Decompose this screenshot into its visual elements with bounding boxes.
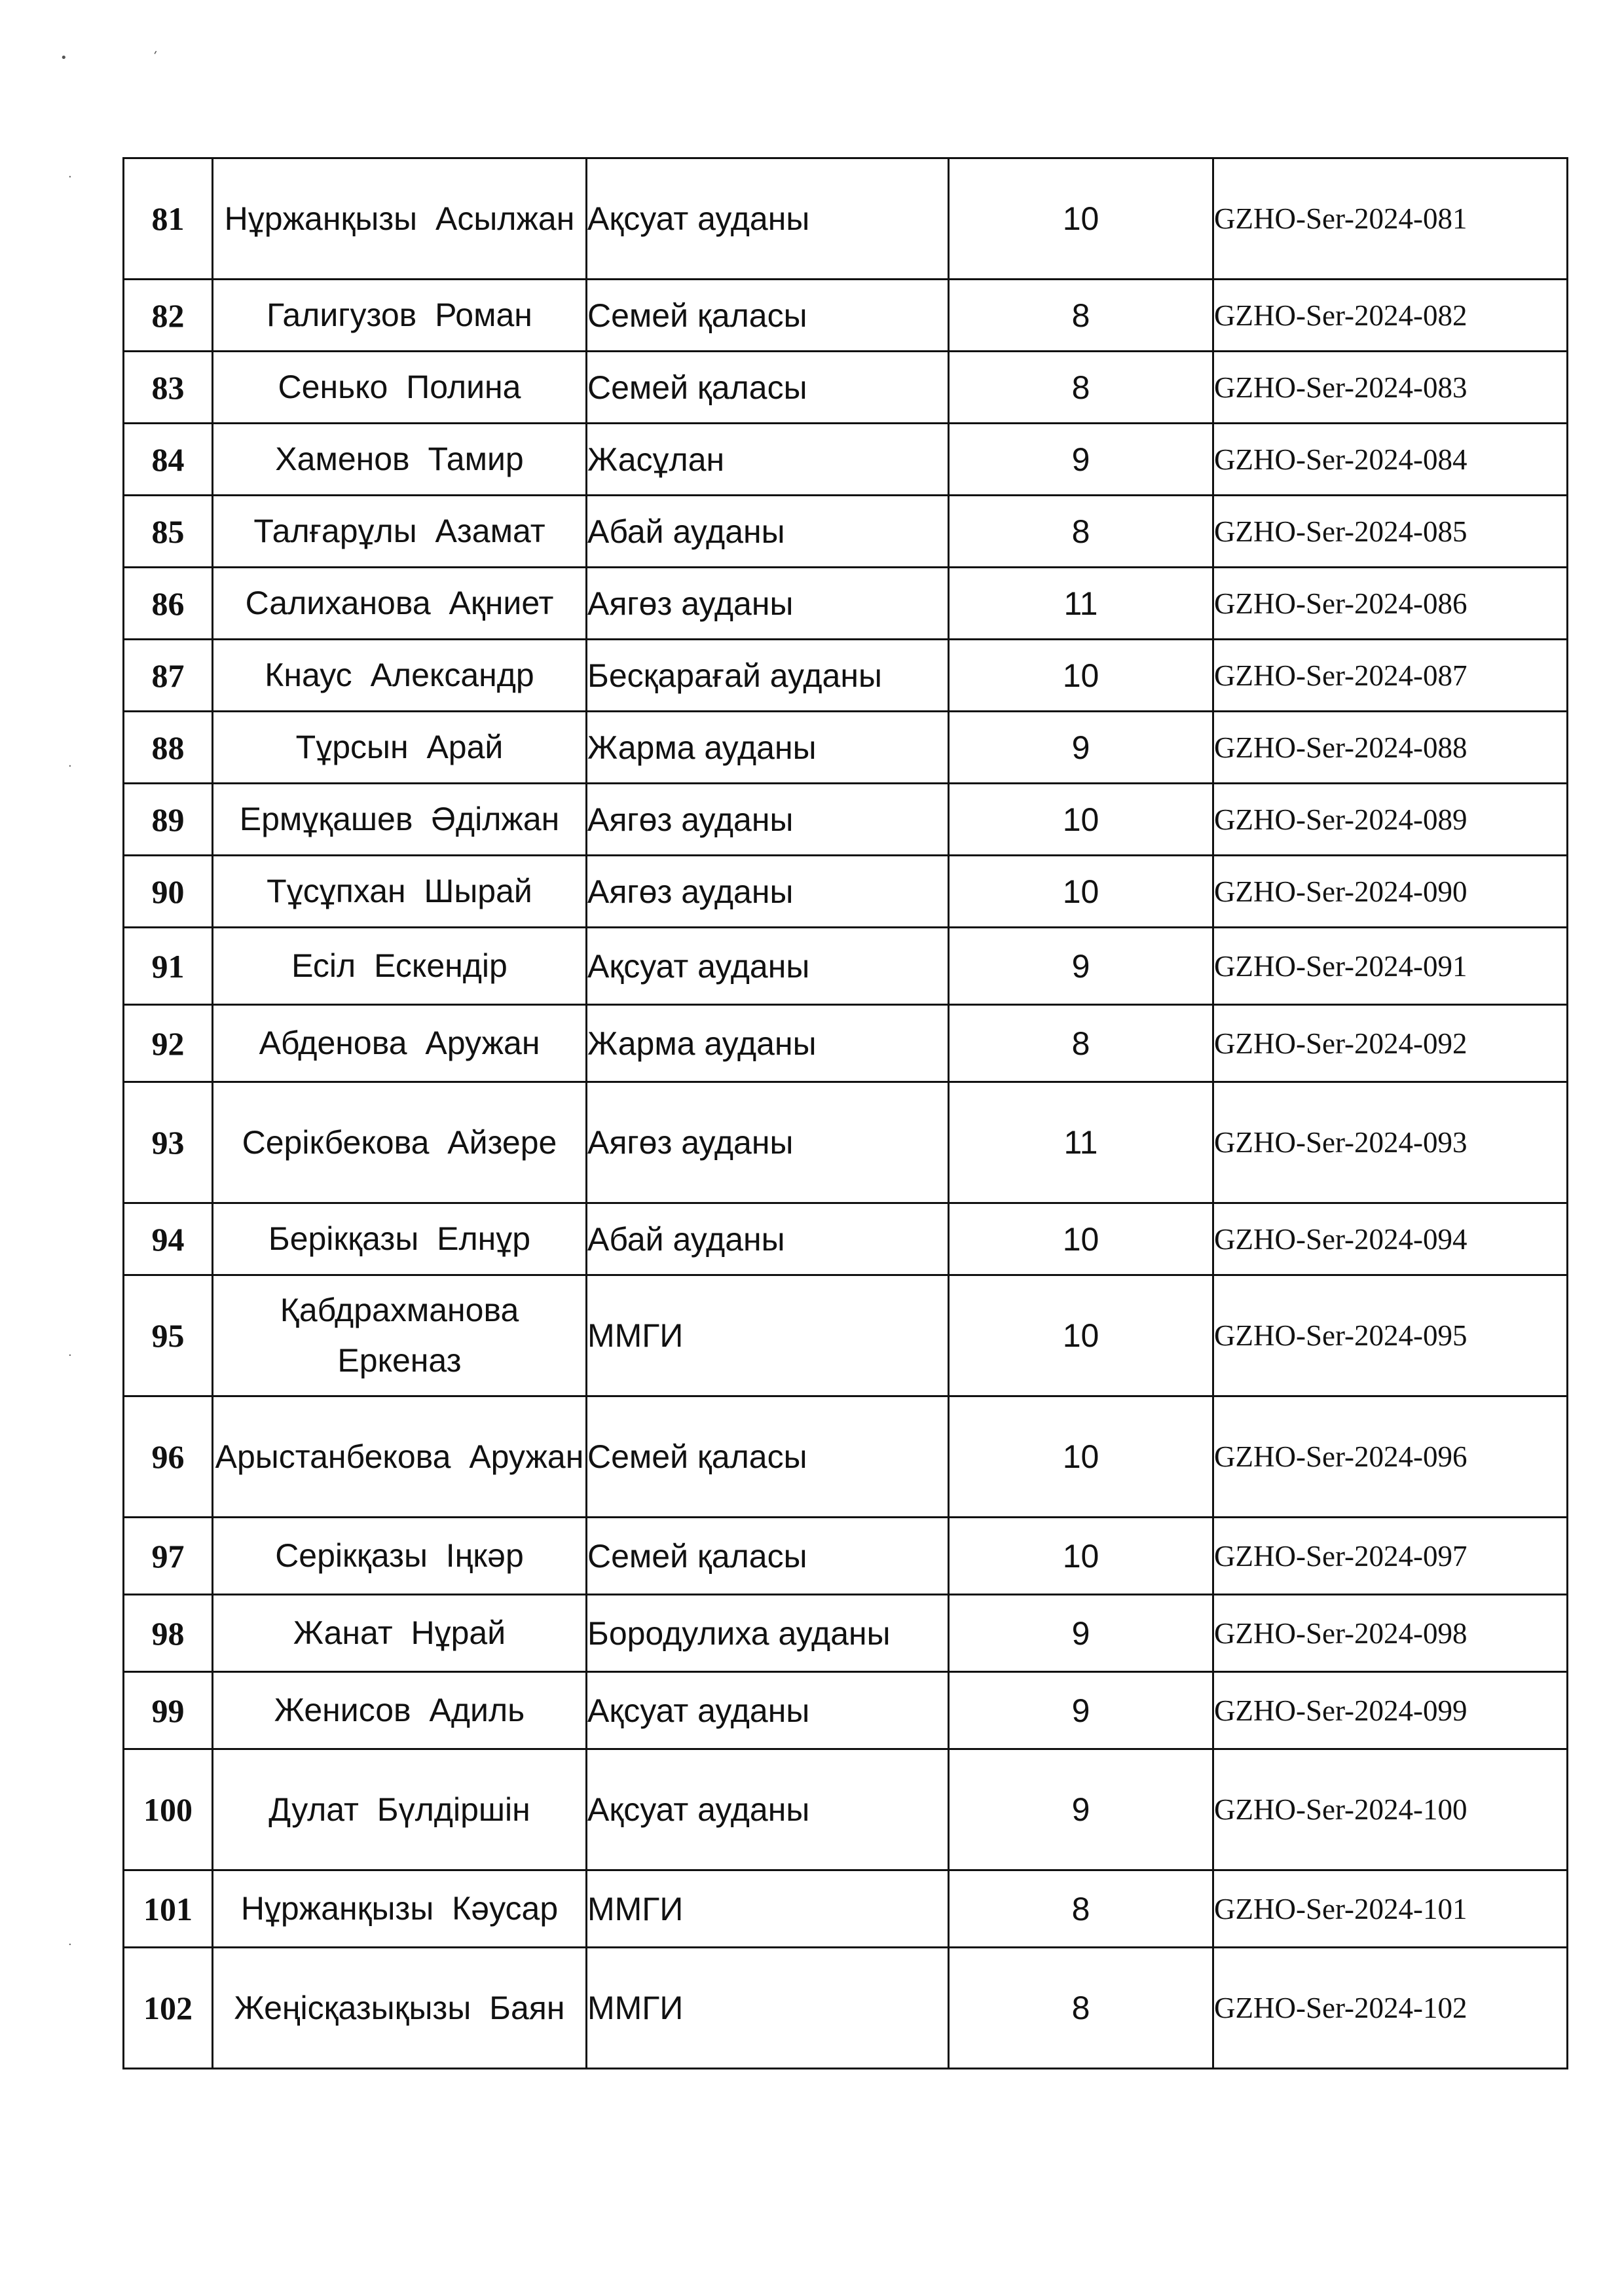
participant-name: Нұржанқызы Кәусар — [213, 1870, 587, 1948]
certificate-code: GZHO-Ser-2024-091 — [1213, 928, 1568, 1005]
participant-name: Кнаус Александр — [213, 640, 587, 712]
district: Ақсуат ауданы — [587, 928, 949, 1005]
table-row — [124, 280, 1568, 352]
row-number: 92 — [124, 1005, 213, 1082]
district: Семей қаласы — [587, 352, 949, 424]
grade: 9 — [949, 1749, 1213, 1870]
table-row — [124, 424, 1568, 496]
row-number: 102 — [124, 1948, 213, 2069]
grade: 9 — [949, 1595, 1213, 1672]
grade: 9 — [949, 424, 1213, 496]
grade: 10 — [949, 784, 1213, 856]
table-row — [124, 496, 1568, 568]
table-row — [124, 1005, 1568, 1082]
grade: 10 — [949, 856, 1213, 928]
participant-name: Берікқазы Елнұр — [213, 1203, 587, 1275]
table-row — [124, 1203, 1568, 1275]
grade: 10 — [949, 158, 1213, 280]
district: Абай ауданы — [587, 1203, 949, 1275]
certificate-code: GZHO-Ser-2024-102 — [1213, 1948, 1568, 2069]
table-row — [124, 784, 1568, 856]
district: Аягөз ауданы — [587, 784, 949, 856]
certificate-code: GZHO-Ser-2024-101 — [1213, 1870, 1568, 1948]
row-number: 94 — [124, 1203, 213, 1275]
certificate-code: GZHO-Ser-2024-099 — [1213, 1672, 1568, 1749]
scan-speck: · — [68, 170, 72, 184]
participant-name: Тұсұпхан Шырай — [213, 856, 587, 928]
participant-name: Сенько Полина — [213, 352, 587, 424]
certificate-code: GZHO-Ser-2024-086 — [1213, 568, 1568, 640]
certificate-code: GZHO-Ser-2024-090 — [1213, 856, 1568, 928]
district: Семей қаласы — [587, 280, 949, 352]
certificate-code: GZHO-Ser-2024-083 — [1213, 352, 1568, 424]
certificate-code: GZHO-Ser-2024-084 — [1213, 424, 1568, 496]
row-number: 88 — [124, 712, 213, 784]
participant-name: Есіл Ескендір — [213, 928, 587, 1005]
participant-name: Дулат Бүлдіршін — [213, 1749, 587, 1870]
district: Бесқарағай ауданы — [587, 640, 949, 712]
grade: 8 — [949, 1948, 1213, 2069]
row-number: 97 — [124, 1518, 213, 1595]
scan-speck: ' — [149, 48, 159, 62]
row-number: 84 — [124, 424, 213, 496]
table-row — [124, 568, 1568, 640]
certificate-code: GZHO-Ser-2024-093 — [1213, 1082, 1568, 1203]
row-number: 96 — [124, 1396, 213, 1518]
certificate-code: GZHO-Ser-2024-082 — [1213, 280, 1568, 352]
certificate-code: GZHO-Ser-2024-085 — [1213, 496, 1568, 568]
row-number: 100 — [124, 1749, 213, 1870]
scan-speck: · — [68, 1938, 72, 1952]
grade: 10 — [949, 1275, 1213, 1396]
participant-name: Женисов Адиль — [213, 1672, 587, 1749]
participants-table — [122, 157, 1568, 2069]
row-number: 82 — [124, 280, 213, 352]
certificate-code: GZHO-Ser-2024-092 — [1213, 1005, 1568, 1082]
certificate-code: GZHO-Ser-2024-097 — [1213, 1518, 1568, 1595]
participant-name: Жанат Нұрай — [213, 1595, 587, 1672]
grade: 10 — [949, 1518, 1213, 1595]
row-number: 98 — [124, 1595, 213, 1672]
table-row — [124, 1518, 1568, 1595]
district: Жарма ауданы — [587, 1005, 949, 1082]
district: Ақсуат ауданы — [587, 1672, 949, 1749]
grade: 8 — [949, 496, 1213, 568]
district: Ақсуат ауданы — [587, 1749, 949, 1870]
participant-name: Хаменов Тамир — [213, 424, 587, 496]
grade: 8 — [949, 352, 1213, 424]
scan-speck: · — [68, 1349, 72, 1362]
grade: 8 — [949, 280, 1213, 352]
district: ММГИ — [587, 1870, 949, 1948]
grade: 10 — [949, 1203, 1213, 1275]
table-row — [124, 1672, 1568, 1749]
participant-name: Салиханова Ақниет — [213, 568, 587, 640]
participant-name: Тұрсын Арай — [213, 712, 587, 784]
certificate-code: GZHO-Ser-2024-095 — [1213, 1275, 1568, 1396]
table-row — [124, 352, 1568, 424]
row-number: 85 — [124, 496, 213, 568]
table-row — [124, 712, 1568, 784]
district: ММГИ — [587, 1948, 949, 2069]
grade: 8 — [949, 1005, 1213, 1082]
district: Бородулиха ауданы — [587, 1595, 949, 1672]
table-row — [124, 158, 1568, 280]
participant-name: Серікқазы Іңкәр — [213, 1518, 587, 1595]
district: Абай ауданы — [587, 496, 949, 568]
participant-name: Галигузов Роман — [213, 280, 587, 352]
participant-name: Талғарұлы Азамат — [213, 496, 587, 568]
participant-name: Жеңісқазықызы Баян — [213, 1948, 587, 2069]
row-number: 86 — [124, 568, 213, 640]
district: Семей қаласы — [587, 1518, 949, 1595]
participant-name: Арыстанбекова Аружан — [213, 1396, 587, 1518]
table-row — [124, 1749, 1568, 1870]
row-number: 101 — [124, 1870, 213, 1948]
participant-name: Қабдрахманова Еркеназ — [213, 1275, 587, 1396]
row-number: 91 — [124, 928, 213, 1005]
grade: 9 — [949, 712, 1213, 784]
grade: 9 — [949, 928, 1213, 1005]
table-row — [124, 1275, 1568, 1396]
certificate-code: GZHO-Ser-2024-100 — [1213, 1749, 1568, 1870]
row-number: 95 — [124, 1275, 213, 1396]
certificate-code: GZHO-Ser-2024-094 — [1213, 1203, 1568, 1275]
district: Семей қаласы — [587, 1396, 949, 1518]
grade: 10 — [949, 640, 1213, 712]
district: Жарма ауданы — [587, 712, 949, 784]
row-number: 89 — [124, 784, 213, 856]
district: Ақсуат ауданы — [587, 158, 949, 280]
grade: 11 — [949, 568, 1213, 640]
district: ММГИ — [587, 1275, 949, 1396]
grade: 9 — [949, 1672, 1213, 1749]
grade: 11 — [949, 1082, 1213, 1203]
table-row — [124, 1948, 1568, 2069]
participant-name: Нұржанқызы Асылжан — [213, 158, 587, 280]
table-row — [124, 856, 1568, 928]
row-number: 99 — [124, 1672, 213, 1749]
table-row — [124, 1082, 1568, 1203]
certificate-code: GZHO-Ser-2024-098 — [1213, 1595, 1568, 1672]
certificate-code: GZHO-Ser-2024-081 — [1213, 158, 1568, 280]
table-row — [124, 928, 1568, 1005]
scan-speck: • — [60, 51, 67, 65]
row-number: 81 — [124, 158, 213, 280]
row-number: 87 — [124, 640, 213, 712]
certificate-code: GZHO-Ser-2024-096 — [1213, 1396, 1568, 1518]
certificate-code: GZHO-Ser-2024-087 — [1213, 640, 1568, 712]
table-row — [124, 1870, 1568, 1948]
grade: 8 — [949, 1870, 1213, 1948]
certificate-code: GZHO-Ser-2024-089 — [1213, 784, 1568, 856]
district: Аягөз ауданы — [587, 856, 949, 928]
grade: 10 — [949, 1396, 1213, 1518]
row-number: 83 — [124, 352, 213, 424]
table-row — [124, 640, 1568, 712]
district: Жасұлан — [587, 424, 949, 496]
row-number: 90 — [124, 856, 213, 928]
participant-name: Серікбекова Айзере — [213, 1082, 587, 1203]
participant-name: Ермұқашев Әділжан — [213, 784, 587, 856]
scan-speck: · — [68, 759, 72, 773]
district: Аягөз ауданы — [587, 1082, 949, 1203]
table-row — [124, 1595, 1568, 1672]
row-number: 93 — [124, 1082, 213, 1203]
district: Аягөз ауданы — [587, 568, 949, 640]
table-row — [124, 1396, 1568, 1518]
participant-name: Абденова Аружан — [213, 1005, 587, 1082]
certificate-code: GZHO-Ser-2024-088 — [1213, 712, 1568, 784]
